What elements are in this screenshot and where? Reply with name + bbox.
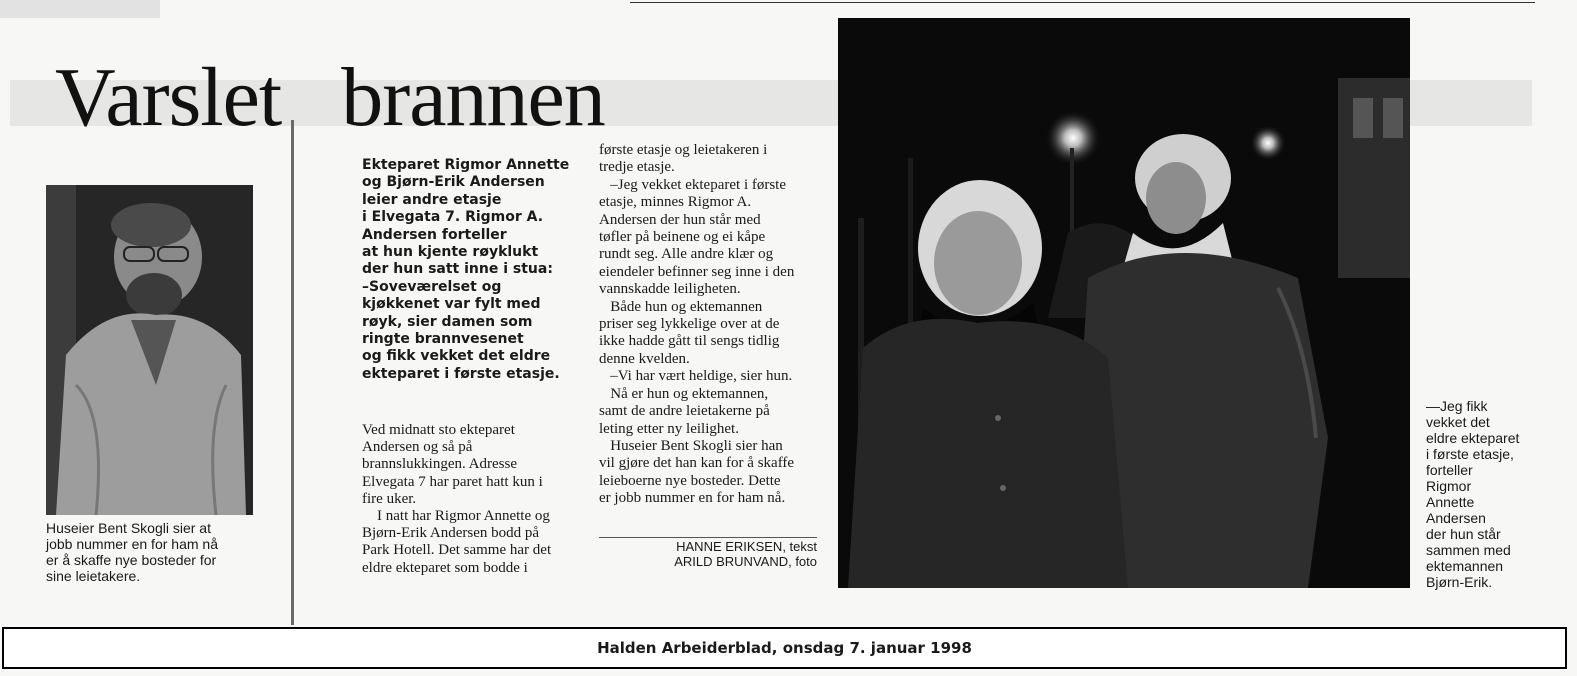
top-left-shade xyxy=(0,0,160,18)
caption-right: —Jeg fikk vekket det eldre ekteparet i første etasje, forteller Rigmor Annette Andersen der hun står sammen med ektemannen Bjørn-Erik. xyxy=(1426,398,1520,590)
byline-rule xyxy=(599,537,817,538)
column-divider xyxy=(291,120,294,625)
caption-left: Huseier Bent Skogli sier at jobb nummer en for ham nå er å skaffe nye bosteder for sine leietakere. xyxy=(46,520,218,584)
couple-illustration xyxy=(838,18,1410,588)
byline: HANNE ERIKSEN, tekst ARILD BRUNVAND, foto xyxy=(674,539,817,569)
top-rule xyxy=(630,2,1535,3)
source-citation: Halden Arbeiderblad, onsdag 7. januar 1998 xyxy=(597,639,972,657)
body-column-1: Ved midnatt sto ekteparet Andersen og så på brannslukkingen. Adresse Elvegata 7 har paret hatt kun i fire uker. I natt har Rigmor Annette og Bjørn-Erik Andersen bodd på Park Hotell. Det samme har det eldre ekteparet som bodde i xyxy=(362,422,552,576)
adjacent-article-bleed xyxy=(1410,0,1535,380)
portrait-illustration xyxy=(46,185,253,515)
body-column-2: første etasje og leietakeren i tredje etasje. –Jeg vekket ekteparet i første etasje, minnes Rigmor A. Andersen der hun står med tøfler på beinene og ei kåpe rundt seg. Alle andre klær og eiendeler befinner seg inne i den vannskadde leiligheten. Både hun og ektemannen priser seg lykkelige over at de ikke hadde gått til sengs tidlig denne kvelden. –Vi har vært heldige, sier hun. Nå er hun og ektemannen, samt de andre leietakerne på leting etter ny leilighet. Huseier Bent Skogli sier han vil gjøre det han kan for å skaffe leieboerne nye bosteder. Dette er jobb nummer en for ham nå. xyxy=(599,142,795,507)
lead-paragraph: Ekteparet Rigmor Annette og Bjørn-Erik Andersen leier andre etasje i Elvegata 7. Rigmor A. Andersen forteller at hun kjente røyklukt der hun satt inne i stua: –Soveværelset og kjøkkenet var fylt med røyk, sier damen som ringte brannvesenet og fikk vekket det eldre ekteparet i første etasje. xyxy=(362,157,570,382)
photo-house-owner xyxy=(46,185,253,515)
source-footer xyxy=(2,627,1567,669)
photo-couple xyxy=(838,18,1410,588)
headline: Varslet brannen xyxy=(55,51,605,144)
